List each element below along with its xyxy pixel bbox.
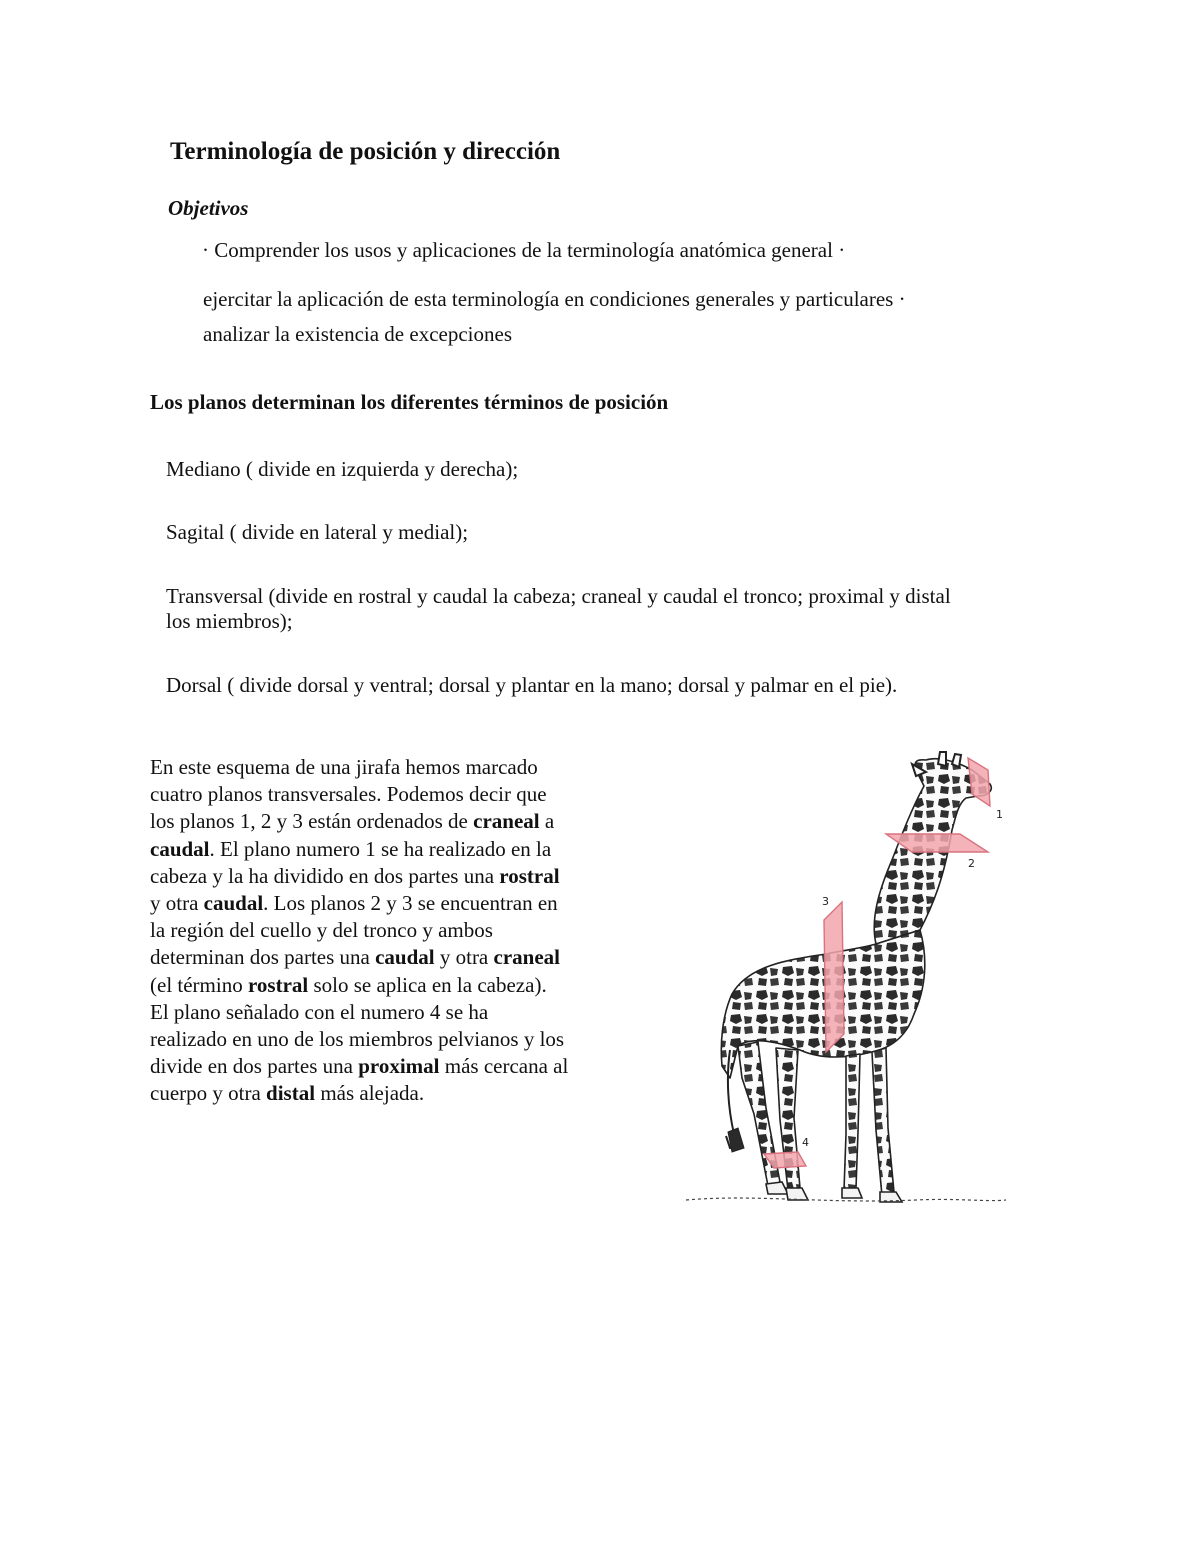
objectives-heading: Objetivos xyxy=(168,196,249,220)
objective-line-3: analizar la existencia de excepciones xyxy=(203,322,512,346)
plane-dorsal: Dorsal ( divide dorsal y ventral; dorsal y plantar en la mano; dorsal y palmar en el pie). xyxy=(166,673,898,697)
plane-label-2: 2 xyxy=(968,857,975,870)
plane-sagital: Sagital ( divide en lateral y medial); xyxy=(166,520,469,544)
plane-mediano: Mediano ( divide en izquierda y derecha); xyxy=(166,457,519,481)
planes-heading: Los planos determinan los diferentes términos de posición xyxy=(150,390,669,414)
plane-transversal-line-1: Transversal (divide en rostral y caudal la cabeza; craneal y caudal el tronco; proximal y distal xyxy=(166,584,951,608)
objective-line-2: ejercitar la aplicación de esta terminología en condiciones generales y particulares · xyxy=(203,287,906,311)
plane-label-3: 3 xyxy=(822,895,829,908)
plane-3 xyxy=(824,902,844,1052)
plane-transversal-line-2: los miembros); xyxy=(166,609,293,633)
plane-label-4: 4 xyxy=(802,1136,809,1149)
plane-1 xyxy=(968,758,990,806)
plane-label-1: 1 xyxy=(996,808,1003,821)
giraffe-body xyxy=(721,759,991,1196)
giraffe-description: En este esquema de una jirafa hemos marcado cuatro planos transversales. Podemos decir que los planos 1, 2 y 3 están ordenados de craneal a caudal. El plano numero 1 se ha realizado en la cabeza y la ha dividido en dos partes una rostral y otra caudal. Los planos 2 y 3 se encuentran en la región del cuello y del tronco y ambos determinan dos partes una caudal y otra craneal (el término rostral solo se aplica en la cabeza). El plano señalado con el numero 4 se ha realizado en uno de los miembros pelvianos y los divide en dos partes una proximal más cercana al cuerpo y otra distal más alejada. xyxy=(150,755,569,1106)
page-title: Terminología de posición y dirección xyxy=(170,138,561,165)
giraffe-illustration xyxy=(676,748,1016,1213)
objective-line-1: · Comprender los usos y aplicaciones de la terminología anatómica general · xyxy=(202,238,846,262)
